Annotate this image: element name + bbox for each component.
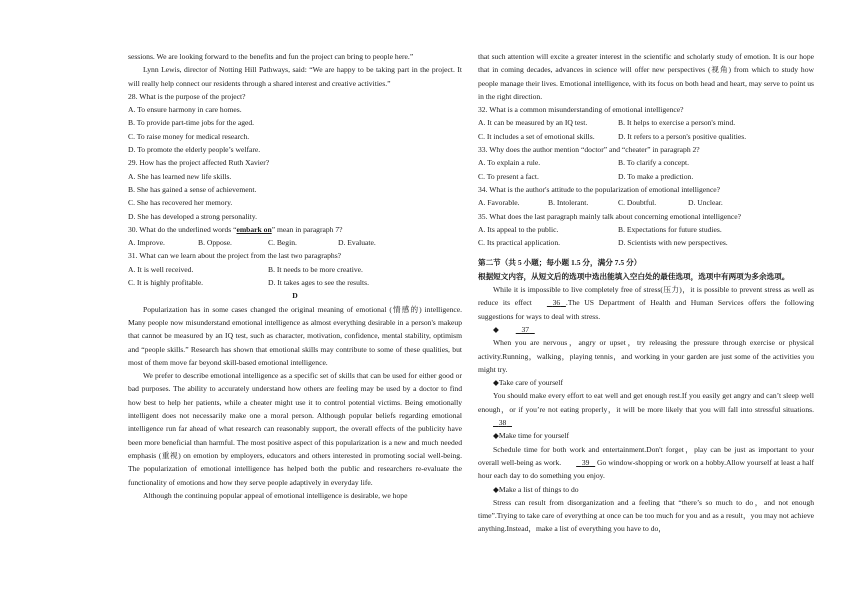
option: A. To ensure harmony in care homes. bbox=[128, 105, 242, 115]
option: C. It is highly profitable. bbox=[128, 278, 204, 288]
option: B. To provide part-time jobs for the aged. bbox=[128, 118, 255, 128]
blank-number: 36 bbox=[552, 298, 561, 308]
underlined-phrase: embark on bbox=[236, 224, 272, 234]
option: D. Evaluate. bbox=[338, 238, 376, 248]
left-column bbox=[128, 50, 462, 502]
option: A. Its appeal to the public. bbox=[478, 224, 559, 234]
section-instructions: 根据短文内容，从短文后的选项中选出能填入空白处的最佳选项，选项中有两项为多余选项。 bbox=[478, 271, 790, 281]
option: C. It includes a set of emotional skills. bbox=[478, 131, 595, 141]
section-title-d: D bbox=[292, 291, 298, 301]
paragraph-text: Schedule time for both work and entertainment.Don't forget，play can be just as important to your overall well-being as work. bbox=[478, 444, 814, 467]
paragraph-text: You should make every effort to eat well and get enough rest.If you easily get angry and can’t sleep well enough，or if you’re not eating properly，it will be more likely that you will fall into stressful situations. bbox=[478, 391, 814, 414]
paragraph: We prefer to describe emotional intelligence as a specific set of skills that can be used for either good or bad purposes. The ability to accurately understand how others are feeling may be used by a doctor to find how best to help her patients, while a cheater might use it to control potential victims. Being emotionally intelligent does not necessarily make one a moral person. Although popular beliefs regarding emotional intelligence run far ahead of what research can reasonably support, the overall effects of the publicity have been more beneficial than harmful. The most positive aspect of this popularization is a new and much needed emphasis (重视) on emotion by employers, educators and others interested in promoting social well-being. The popularization of emotional intelligence has helped both the public and researchers re-evaluate the functionality of emotions and how they serve people adaptively in everyday life. bbox=[128, 371, 462, 487]
paragraph bbox=[478, 389, 814, 429]
option: C. She has recovered her memory. bbox=[128, 198, 233, 208]
answer-blank-39 bbox=[561, 456, 595, 469]
option: B. She has gained a sense of achievement. bbox=[128, 184, 257, 194]
question-30 bbox=[128, 223, 462, 236]
bullet-heading: ◆Take care of yourself bbox=[493, 378, 564, 388]
option: C. To present a fact. bbox=[478, 171, 539, 181]
paragraph: Although the continuing popular appeal of emotional intelligence is desirable, we hope bbox=[143, 490, 408, 500]
options-row bbox=[128, 276, 462, 289]
question-32: 32. What is a common misunderstanding of emotional intelligence? bbox=[478, 105, 684, 115]
bullet-heading: ◆Make time for yourself bbox=[493, 431, 570, 441]
option: A. To explain a rule. bbox=[478, 158, 541, 168]
answer-blank-38 bbox=[478, 416, 512, 429]
section-heading: 第二节（共 5 小题；每小题 1.5 分，满分 7.5 分） bbox=[478, 258, 642, 268]
bullet-heading: ◆Make a list of things to do bbox=[493, 484, 579, 494]
option: C. Begin. bbox=[268, 238, 297, 248]
options-row bbox=[478, 196, 814, 209]
paragraph bbox=[478, 283, 814, 323]
option: D. Scientists with new perspectives. bbox=[618, 238, 728, 248]
bullet-icon: ◆ bbox=[493, 324, 501, 334]
option: B. It helps to exercise a person's mind. bbox=[618, 118, 736, 128]
paragraph: Lynn Lewis, director of Notting Hill Pathways, said: “We are happy to be taking part in the project. It will really help connect our residents through a shared interest and creative activities.” bbox=[128, 65, 462, 88]
options-row bbox=[478, 116, 814, 129]
paragraph: that such attention will excite a greater interest in the scientific and scholarly study of emotion. It is our hope that in coming decades, advances in science will offer new perspectives (视角) from which to study how people manage their lives. Emotional intelligence, with its focus on both head and heart, may serve to point us in the right direction. bbox=[478, 52, 814, 101]
blank-number: 37 bbox=[521, 324, 530, 334]
option: C. To raise money for medical research. bbox=[128, 131, 250, 141]
option: A. Improve. bbox=[128, 238, 165, 248]
question-31: 31. What can we learn about the project from the last two paragraphs? bbox=[128, 251, 342, 261]
blank-number: 38 bbox=[498, 418, 507, 428]
option: D. It refers to a person's positive qualities. bbox=[618, 131, 747, 141]
option: D. She has developed a strong personality. bbox=[128, 211, 257, 221]
options-row bbox=[478, 236, 814, 249]
options-row bbox=[478, 156, 814, 169]
options-row bbox=[478, 130, 814, 143]
question-28: 28. What is the purpose of the project? bbox=[128, 91, 246, 101]
blank-number: 39 bbox=[581, 457, 590, 467]
paragraph-text: While it is impossible to live completely free of stress(压力)，it is possible to prevent stress as well as reduce its effect bbox=[478, 285, 814, 308]
paragraph: sessions. We are looking forward to the benefits and fun the project can bring to people here.” bbox=[128, 52, 414, 61]
paragraph-text: .The US Department of Health and Human Services offers the following suggestions for ways to deal with stress. bbox=[478, 298, 814, 321]
option: B. Intolerant. bbox=[548, 198, 589, 208]
paragraph: Popularization has in some cases changed the original meaning of emotional (情感的) intelligence. Many people now misunderstand emotional intelligence as almost everything desirable in a person's makeup that cannot be measured by an IQ test, such as character, motivation, confidence, mental stability, optimism and “people skills.” Research has shown that emotional skills may contribute to some of these qualities, but most of them move far beyond skill-based emotional intelligence. bbox=[128, 304, 462, 367]
option: D. Unclear. bbox=[688, 198, 723, 208]
option: A. She has learned new life skills. bbox=[128, 171, 232, 181]
options-row bbox=[478, 170, 814, 183]
option: A. Favorable. bbox=[478, 198, 520, 208]
paragraph: When you are nervous，angry or upset，try releasing the pressure through exercise or physical activity.Running，walking，playing tennis，and working in your garden are just some of the activities you might try. bbox=[478, 338, 814, 374]
options-row bbox=[128, 263, 462, 276]
option: D. It takes ages to see the results. bbox=[268, 278, 370, 288]
paragraph: Stress can result from disorganization and a feeling that “there’s so much to do，and not enough time”.Trying to take care of everything at once can be too much for you and as a result，you may not achieve anything.Instead，make a list of everything you have to do， bbox=[478, 497, 814, 534]
paragraph bbox=[478, 443, 814, 483]
right-column bbox=[478, 50, 814, 536]
options-row bbox=[128, 236, 462, 249]
option: A. It is well received. bbox=[128, 264, 194, 274]
option: B. To clarify a concept. bbox=[618, 158, 690, 168]
option: A. It can be measured by an IQ test. bbox=[478, 118, 588, 128]
option: B. Oppose. bbox=[198, 238, 232, 248]
option: C. Its practical application. bbox=[478, 238, 561, 248]
question-35: 35. What does the last paragraph mainly talk about concerning emotional intelligence? bbox=[478, 211, 742, 221]
question-29: 29. How has the project affected Ruth Xavier? bbox=[128, 158, 270, 168]
question-text: ” mean in paragraph 7? bbox=[271, 224, 343, 234]
option: D. To make a prediction. bbox=[618, 171, 694, 181]
options-row bbox=[478, 223, 814, 236]
option: B. It needs to be more creative. bbox=[268, 264, 363, 274]
option: C. Doubtful. bbox=[618, 198, 657, 208]
question-text: 30. What do the underlined words “ bbox=[128, 224, 237, 234]
option: D. To promote the elderly people’s welfare. bbox=[128, 145, 261, 155]
question-33: 33. Why does the author mention “doctor” and “cheater” in paragraph 2? bbox=[478, 145, 700, 155]
paragraph-text: Go window-shopping or work on a hobby.Allow yourself at least a half hour each day to do something you enjoy. bbox=[478, 457, 814, 481]
option: B. Expectations for future studies. bbox=[618, 224, 722, 234]
bullet-heading bbox=[478, 323, 814, 336]
answer-blank-36 bbox=[532, 296, 566, 309]
question-34: 34. What is the author's attitude to the popularization of emotional intelligence? bbox=[478, 184, 721, 194]
answer-blank-37 bbox=[501, 323, 535, 336]
spacer bbox=[478, 249, 814, 256]
